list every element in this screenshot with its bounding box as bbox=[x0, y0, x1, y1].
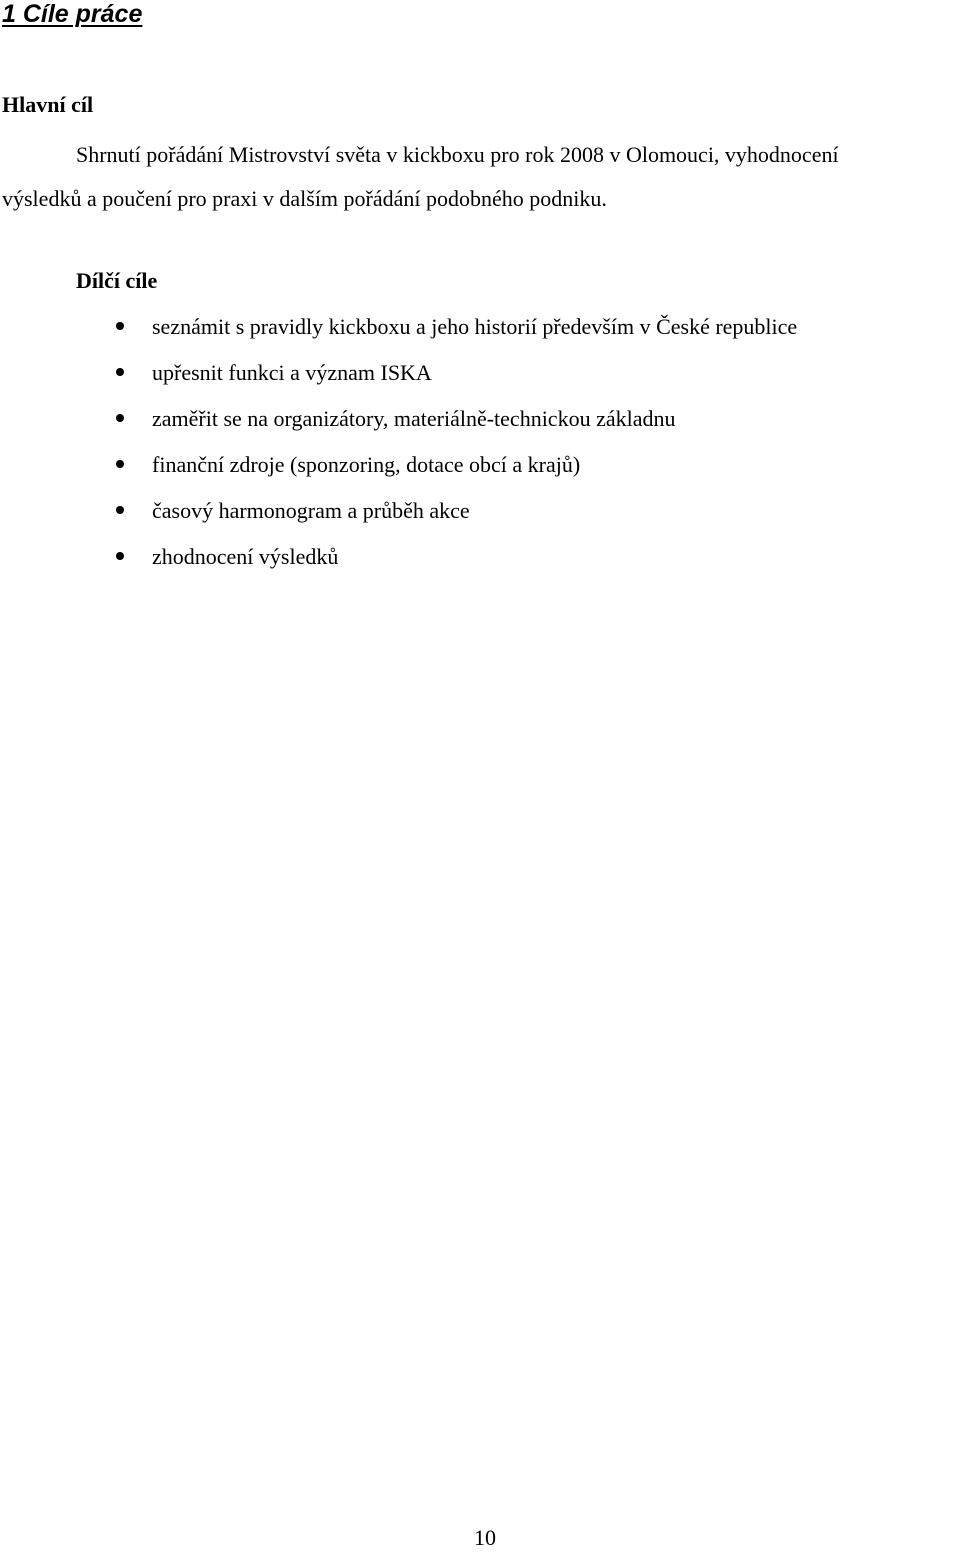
goal-text: upřesnit funkci a význam ISKA bbox=[152, 360, 432, 385]
main-goal-paragraph-line-2: výsledků a poučení pro praxi v dalším pořádání podobného podniku. bbox=[2, 186, 607, 211]
goal-list-item bbox=[0, 488, 960, 534]
page-number: 10 bbox=[474, 1525, 496, 1550]
main-goal-heading: Hlavní cíl bbox=[2, 92, 94, 117]
partial-goals-list bbox=[0, 304, 960, 580]
bullet-icon bbox=[116, 552, 124, 560]
bullet-icon bbox=[116, 460, 124, 468]
partial-goals-heading: Dílčí cíle bbox=[76, 268, 158, 293]
goal-list-item bbox=[0, 396, 960, 442]
goal-text: seznámit s pravidly kickboxu a jeho historií především v České republice bbox=[152, 314, 798, 339]
goal-text: zaměřit se na organizátory, materiálně-technickou základnu bbox=[152, 406, 676, 431]
goal-text: zhodnocení výsledků bbox=[152, 544, 339, 569]
goal-text: finanční zdroje (sponzoring, dotace obcí a krajů) bbox=[152, 452, 581, 477]
bullet-icon bbox=[116, 322, 124, 330]
goal-list-item bbox=[0, 442, 960, 488]
chapter-title: 1 Cíle práce bbox=[2, 0, 143, 28]
bullet-icon bbox=[116, 368, 124, 376]
bullet-icon bbox=[116, 506, 124, 514]
goal-list-item bbox=[0, 350, 960, 396]
goal-list-item bbox=[0, 534, 960, 580]
main-goal-paragraph bbox=[2, 133, 958, 221]
main-goal-paragraph-line-1: Shrnutí pořádání Mistrovství světa v kickboxu pro rok 2008 v Olomouci, vyhodnocení bbox=[76, 142, 839, 167]
bullet-icon bbox=[116, 414, 124, 422]
goal-text: časový harmonogram a průběh akce bbox=[152, 498, 470, 523]
goal-list-item bbox=[0, 304, 960, 350]
